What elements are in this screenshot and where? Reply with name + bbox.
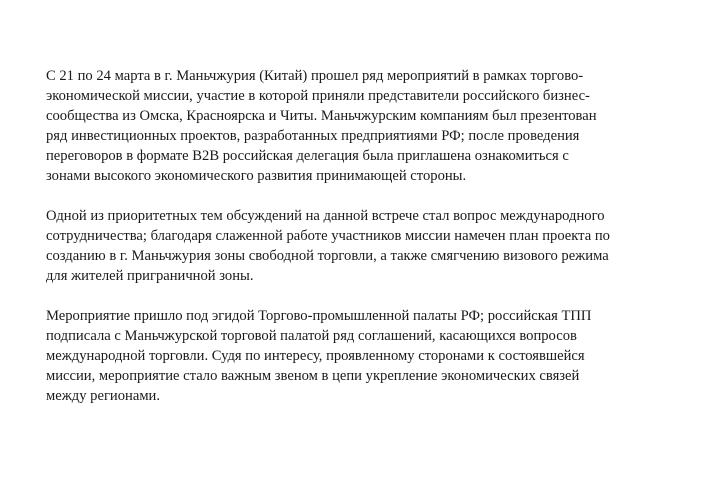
text-line: Одной из приоритетных тем обсуждений на данной встрече стал вопрос международного xyxy=(46,208,605,224)
document-body xyxy=(46,66,686,426)
text-line: сообщества из Омска, Красноярска и Читы. Маньчжурским компаниям был презентован xyxy=(46,108,597,124)
text-line: экономической миссии, участие в которой приняли представители российского бизнес- xyxy=(46,88,590,104)
paragraph-2 xyxy=(46,206,686,286)
text-line: подписала с Маньчжурской торговой палатой ряд соглашений, касающихся вопросов xyxy=(46,328,577,344)
text-line: сотрудничества; благодаря слаженной работе участников миссии намечен план проекта по xyxy=(46,228,610,244)
text-line: миссии, мероприятие стало важным звеном в цепи укрепление экономических связей xyxy=(46,368,580,384)
text-line: между регионами. xyxy=(46,388,161,404)
text-line: международной торговли. Судя по интересу, проявленному сторонами к состоявшейся xyxy=(46,348,585,364)
text-line: Мероприятие пришло под эгидой Торгово-промышленной палаты РФ; российская ТПП xyxy=(46,308,592,324)
text-line: для жителей приграничной зоны. xyxy=(46,268,254,284)
paragraph-3 xyxy=(46,306,686,406)
text-line: созданию в г. Маньчжурия зоны свободной торговли, а также смягчению визового режима xyxy=(46,248,609,264)
text-line: ряд инвестиционных проектов, разработанных предприятиями РФ; после проведения xyxy=(46,128,580,144)
paragraph-1 xyxy=(46,66,686,186)
text-line: зонами высокого экономического развития принимающей стороны. xyxy=(46,168,467,184)
text-line: переговоров в формате B2B российская делегация была приглашена ознакомиться с xyxy=(46,148,569,164)
text-line: С 21 по 24 марта в г. Маньчжурия (Китай) прошел ряд мероприятий в рамках торгово- xyxy=(46,68,584,84)
